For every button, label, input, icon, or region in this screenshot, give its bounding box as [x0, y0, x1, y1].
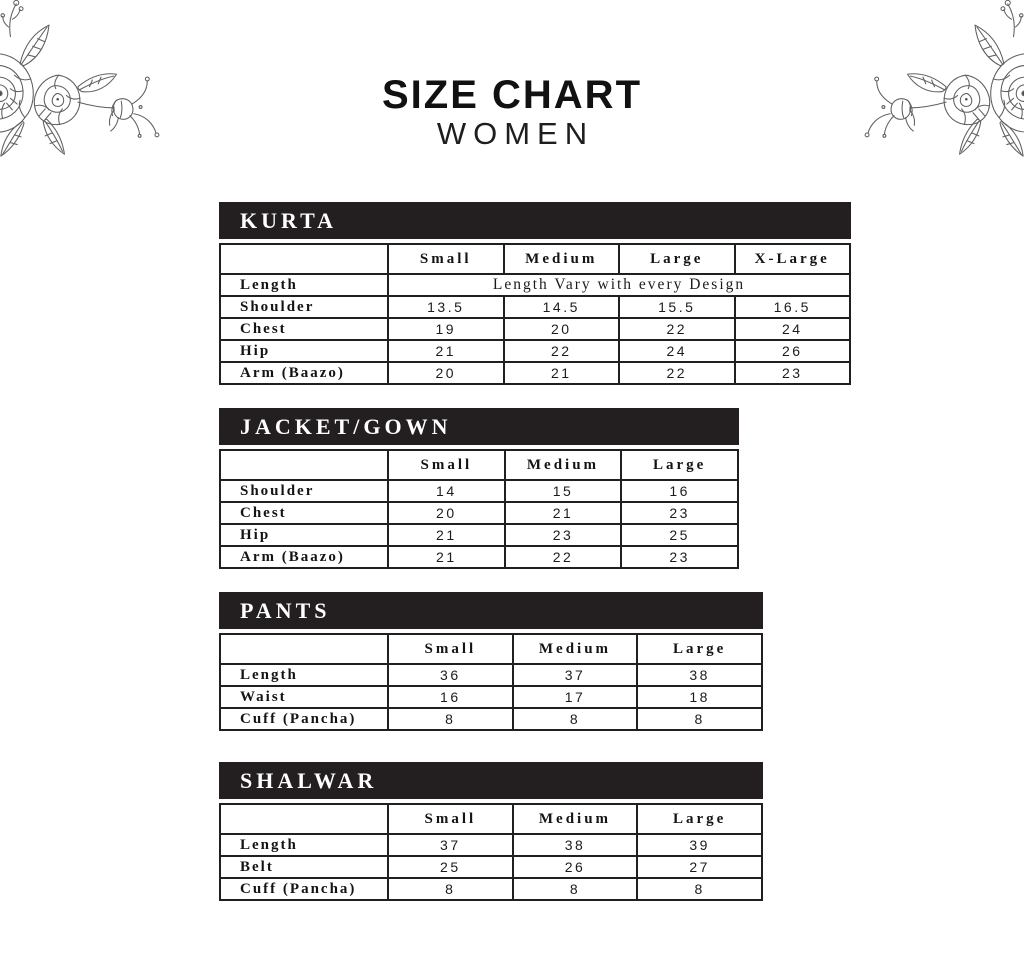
column-header-medium: Medium — [513, 804, 638, 834]
column-header-large: Large — [619, 244, 735, 274]
spanning-note-cell: Length Vary with every Design — [388, 274, 850, 296]
measurement-value-cell: 25 — [621, 524, 738, 546]
column-header-medium: Medium — [513, 634, 638, 664]
table-row — [220, 502, 738, 524]
table-title-jacket-gown: JACKET/GOWN — [219, 408, 739, 445]
column-header-large: Large — [637, 804, 762, 834]
measurement-value-cell: 38 — [513, 834, 638, 856]
row-label: Length — [220, 274, 388, 296]
measurement-value-cell: 24 — [619, 340, 735, 362]
measurement-value-cell: 22 — [504, 340, 620, 362]
row-label: Shoulder — [220, 480, 388, 502]
table-title-kurta: KURTA — [219, 202, 851, 239]
measurement-value-cell: 8 — [513, 708, 638, 730]
measurement-value-cell: 21 — [388, 524, 505, 546]
measurement-value-cell: 25 — [388, 856, 513, 878]
measurement-value-cell: 16 — [388, 686, 513, 708]
measurement-value-cell: 22 — [619, 318, 735, 340]
size-table-kurta — [219, 202, 851, 385]
row-label: Chest — [220, 318, 388, 340]
row-label: Belt — [220, 856, 388, 878]
column-header-small: Small — [388, 244, 504, 274]
measurements-table-shalwar — [219, 803, 763, 901]
measurement-value-cell: 20 — [388, 362, 504, 384]
corner-cell — [220, 634, 388, 664]
row-label: Length — [220, 834, 388, 856]
table-title-pants: PANTS — [219, 592, 763, 629]
column-header-medium: Medium — [505, 450, 622, 480]
column-header-large: Large — [637, 634, 762, 664]
measurement-value-cell: 21 — [505, 502, 622, 524]
measurement-value-cell: 8 — [637, 878, 762, 900]
measurement-value-cell: 18 — [637, 686, 762, 708]
row-label: Length — [220, 664, 388, 686]
row-label: Hip — [220, 524, 388, 546]
size-table-shalwar — [219, 762, 763, 901]
measurement-value-cell: 37 — [388, 834, 513, 856]
measurement-value-cell: 21 — [388, 546, 505, 568]
table-row — [220, 362, 850, 384]
row-label: Hip — [220, 340, 388, 362]
measurement-value-cell: 26 — [513, 856, 638, 878]
column-header-small: Small — [388, 450, 505, 480]
measurement-value-cell: 23 — [735, 362, 851, 384]
measurement-value-cell: 38 — [637, 664, 762, 686]
table-row — [220, 856, 762, 878]
corner-cell — [220, 804, 388, 834]
measurement-value-cell: 39 — [637, 834, 762, 856]
measurement-value-cell: 13.5 — [388, 296, 504, 318]
row-label: Waist — [220, 686, 388, 708]
measurement-value-cell: 22 — [505, 546, 622, 568]
measurements-table-pants — [219, 633, 763, 731]
size-table-jacket-gown — [219, 408, 739, 569]
measurement-value-cell: 16.5 — [735, 296, 851, 318]
measurement-value-cell: 14.5 — [504, 296, 620, 318]
table-row — [220, 878, 762, 900]
measurement-value-cell: 16 — [621, 480, 738, 502]
measurement-value-cell: 8 — [388, 878, 513, 900]
measurement-value-cell: 8 — [637, 708, 762, 730]
column-header-large: Large — [621, 450, 738, 480]
measurement-value-cell: 36 — [388, 664, 513, 686]
measurement-value-cell: 24 — [735, 318, 851, 340]
measurement-value-cell: 17 — [513, 686, 638, 708]
column-header-small: Small — [388, 804, 513, 834]
table-row — [220, 318, 850, 340]
measurement-value-cell: 15.5 — [619, 296, 735, 318]
table-row — [220, 664, 762, 686]
corner-cell — [220, 450, 388, 480]
measurement-value-cell: 19 — [388, 318, 504, 340]
measurement-value-cell: 21 — [388, 340, 504, 362]
column-header-small: Small — [388, 634, 513, 664]
table-row — [220, 340, 850, 362]
measurement-value-cell: 21 — [504, 362, 620, 384]
column-header-row — [220, 450, 738, 480]
measurement-value-cell: 20 — [388, 502, 505, 524]
column-header-row — [220, 634, 762, 664]
column-header-row — [220, 244, 850, 274]
table-row — [220, 296, 850, 318]
measurement-value-cell: 8 — [513, 878, 638, 900]
measurement-value-cell: 14 — [388, 480, 505, 502]
measurement-value-cell: 27 — [637, 856, 762, 878]
table-row — [220, 834, 762, 856]
column-header-medium: Medium — [504, 244, 620, 274]
row-label: Chest — [220, 502, 388, 524]
corner-cell — [220, 244, 388, 274]
table-row — [220, 524, 738, 546]
measurements-table-kurta — [219, 243, 851, 385]
row-label: Cuff (Pancha) — [220, 708, 388, 730]
page-title: SIZE CHART — [382, 73, 642, 117]
measurement-value-cell: 22 — [619, 362, 735, 384]
table-row — [220, 480, 738, 502]
measurement-value-cell: 23 — [621, 502, 738, 524]
table-row — [220, 686, 762, 708]
measurement-value-cell: 20 — [504, 318, 620, 340]
row-label: Arm (Baazo) — [220, 362, 388, 384]
title-block — [0, 74, 1024, 151]
measurement-value-cell: 8 — [388, 708, 513, 730]
table-row — [220, 546, 738, 568]
measurements-table-jacket-gown — [219, 449, 739, 569]
measurement-value-cell: 23 — [505, 524, 622, 546]
column-header-row — [220, 804, 762, 834]
table-row — [220, 708, 762, 730]
measurement-value-cell: 23 — [621, 546, 738, 568]
table-row — [220, 274, 850, 296]
row-label: Cuff (Pancha) — [220, 878, 388, 900]
row-label: Arm (Baazo) — [220, 546, 388, 568]
measurement-value-cell: 15 — [505, 480, 622, 502]
table-title-shalwar: SHALWAR — [219, 762, 763, 799]
column-header-x-large: X-Large — [735, 244, 851, 274]
row-label: Shoulder — [220, 296, 388, 318]
measurement-value-cell: 37 — [513, 664, 638, 686]
size-table-pants — [219, 592, 763, 731]
page-subtitle: WOMEN — [436, 116, 595, 151]
measurement-value-cell: 26 — [735, 340, 851, 362]
